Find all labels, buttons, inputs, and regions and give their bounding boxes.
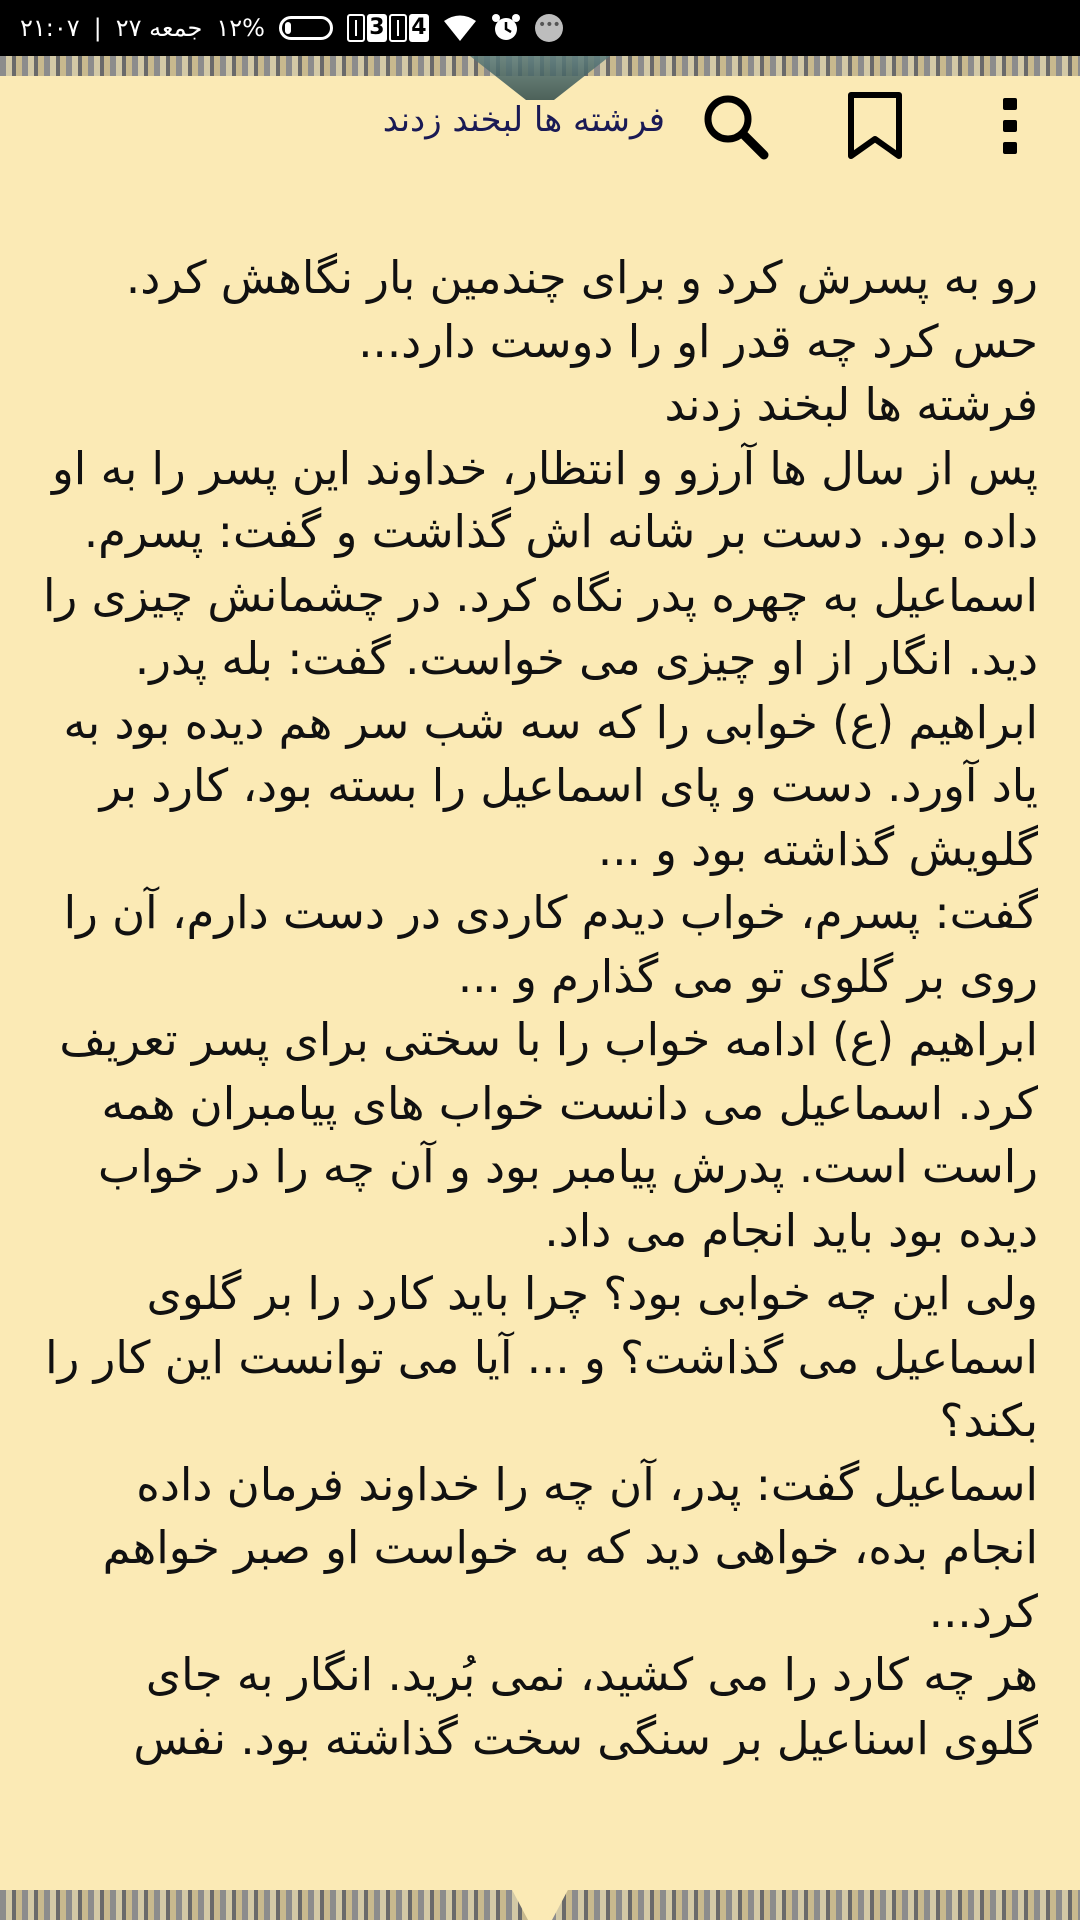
sim2-label: 4: [409, 14, 429, 42]
paragraph: اسماعیل به چهره پدر نگاه کرد. در چشمانش چیزی را دید. انگار از او چیزی می خواست. گفت: بله پدر.: [43, 568, 1038, 685]
sim1-label: 3: [367, 14, 387, 42]
search-button[interactable]: [695, 86, 775, 166]
reading-content[interactable]: [38, 246, 1038, 1886]
more-vert-icon: [1000, 96, 1020, 156]
status-bar: [0, 0, 1080, 56]
paragraph: گفت: پسرم، خواب دیدم کاردی در دست دارم، آن را روی بر گلوی تو می گذارم و ...: [63, 886, 1038, 1003]
paragraph: پس از سال ها آرزو و انتظار، خداوند این پسر را به او داده بود. دست بر شانه اش گذاشت و گفت: پسرم.: [52, 441, 1038, 558]
paragraph: اسماعیل گفت: پدر، آن چه را خداوند فرمان داده انجام بده، خواهی دید که به خواست او صبر خواهم کرد...: [102, 1457, 1038, 1638]
bookmark-icon: [847, 92, 903, 160]
page-title: فرشته ها لبخند زدند: [382, 100, 665, 140]
status-separator: |: [93, 14, 102, 42]
status-time: ۲۱:۰۷: [20, 14, 80, 42]
more-notifications-icon: [535, 14, 563, 42]
status-left: [20, 13, 563, 43]
paragraph: فرشته ها لبخند زدند: [664, 378, 1038, 431]
bookmark-button[interactable]: [835, 86, 915, 166]
alarm-icon: [491, 13, 521, 43]
paragraph: رو به پسرش کرد و برای چندمین بار نگاهش کرد. حس کرد چه قدر او را دوست دارد...: [125, 251, 1038, 368]
paragraph: ابراهیم (ع) خوابی را که سه شب سر هم دیده بود به یاد آورد. دست و پای اسماعیل را بسته بود، کارد بر گلویش گذاشته بود و ...: [63, 695, 1038, 876]
signal-icon: [347, 14, 429, 42]
overflow-menu-button[interactable]: [970, 86, 1050, 166]
battery-icon: [279, 16, 333, 40]
app-bar: [0, 76, 1080, 176]
search-icon: [700, 91, 770, 161]
antenna-icon: [347, 14, 365, 42]
wifi-icon: [443, 14, 477, 42]
paragraph: هر چه کارد را می کشید، نمی بُرید. انگار به جای گلوی اسناعیل بر سنگی سخت گذاشته بود. نفس: [133, 1648, 1038, 1765]
paragraph: ابراهیم (ع) ادامه خواب را با سختی برای پسر تعریف کرد. اسماعیل می دانست خواب های پیامبران همه راست است. پدرش پیامبر بود و آن چه را در خواب دیده بود باید انجام می داد.: [59, 1013, 1038, 1257]
antenna-icon: [389, 14, 407, 42]
status-date: جمعه ۲۷: [115, 14, 203, 42]
battery-percent: ۱۲%: [216, 14, 265, 42]
paragraph: ولی این چه خوابی بود؟ چرا باید کارد را بر گلوی اسماعیل می گذاشت؟ و ... آیا می توانست این کار را بکند؟: [45, 1267, 1038, 1447]
